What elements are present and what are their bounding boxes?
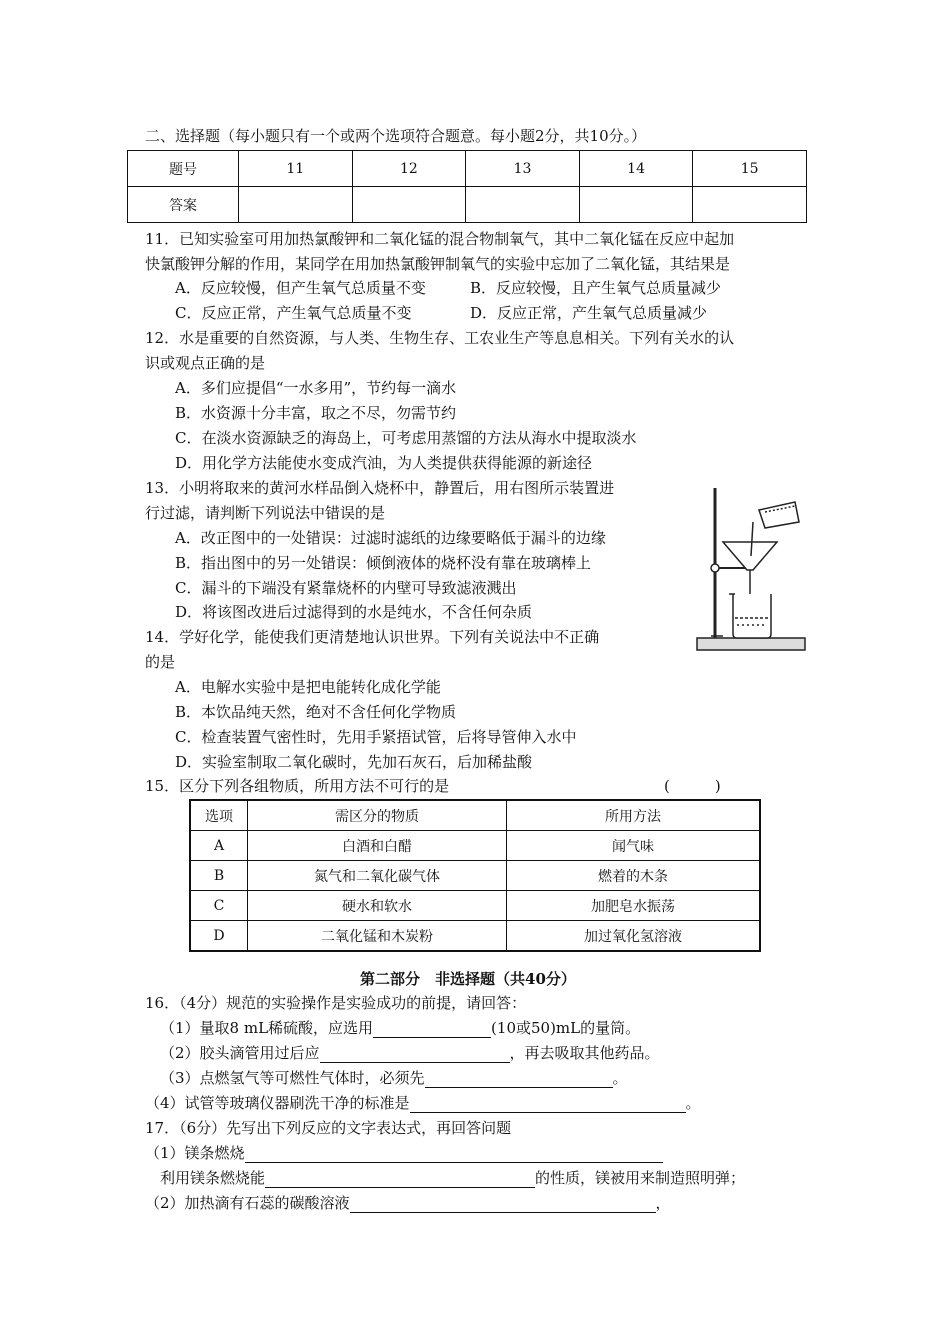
q17-stem: 17．（6分）先写出下列反应的文字表达式，再回答问题 [145,1119,512,1137]
q14-stem-line1: 14．学好化学，能使我们更清楚地认识世界。下列有关说法中不正确 [145,628,600,646]
filtration-apparatus-figure [695,482,815,662]
q13-stem-line2: 行过滤，请判断下列说法中错误的是 [145,504,386,522]
q15-stem: 15．区分下列各组物质，所用方法不可行的是 [145,777,450,795]
row-label-number: 题号 [128,151,239,187]
q14-stem-line2: 的是 [145,653,176,671]
q17-part2-text: （2）加热滴有石蕊的碳酸溶液 [145,1194,350,1212]
table-cell: 二氧化锰和木炭粉 [248,921,507,952]
q11-stem-line2: 快氯酸钾分解的作用，某同学在用加热氯酸钾制氧气的实验中忘加了二氧化锰，其结果是 [145,255,731,273]
q16-part3-suffix: 。 [612,1069,628,1087]
q16-part4-suffix: 。 [685,1094,701,1112]
q13-option: A．改正图中的一处错误：过滤时滤纸的边缘要略低于漏斗的边缘 [175,529,606,547]
answer-blank[interactable] [373,1021,491,1038]
answer-blank[interactable] [265,1171,535,1188]
part2-title: 第二部分 非选择题（共40分） [360,970,576,988]
question-number: 12 [352,151,466,187]
table-header: 选项 [190,800,248,831]
q11-option-d: D．反应正常，产生氧气总质量减少 [470,304,708,322]
q17-part1 [145,1143,663,1163]
question-number: 15 [693,151,807,187]
q16-part1 [160,1018,640,1038]
table-header: 所用方法 [507,800,761,831]
table-cell: A [190,831,248,861]
q13-option: B．指出图中的另一处错误：倾倒液体的烧杯没有靠在玻璃棒上 [175,554,592,572]
table-cell: 加过氧化氢溶液 [507,921,761,952]
q13-stem-line1: 13．小明将取来的黄河水样品倒入烧杯中，静置后，用右图所示装置进 [145,479,615,497]
q16-part2 [160,1043,660,1063]
q16-part4 [145,1093,701,1113]
q14-option: A．电解水实验中是把电能转化成化学能 [175,678,441,696]
table-cell: 氮气和二氧化碳气体 [248,861,507,891]
q15-answer-paren: ( ) [664,777,721,795]
table-header: 需区分的物质 [248,800,507,831]
q12-option: D．用化学方法能使水变成汽油，为人类提供获得能源的新途径 [175,454,593,472]
table-row [190,921,760,952]
q12-option: C．在淡水资源缺乏的海岛上，可考虑用蒸馏的方法从海水中提取淡水 [175,429,637,447]
q17-part1-use-suffix: 的性质，镁被用来制造照明弹； [535,1169,746,1187]
q12-stem-line1: 12．水是重要的自然资源，与人类、生物生存、工农业生产等息息相关。下列有关水的认 [145,329,735,347]
q11-option-b: B．反应较慢，且产生氧气总质量减少 [470,279,722,297]
answer-cell[interactable] [352,187,466,223]
q16-part4-text: （4）试管等玻璃仪器刷洗干净的标准是 [145,1094,410,1112]
table-cell: 闻气味 [507,831,761,861]
table-cell: 加肥皂水振荡 [507,891,761,921]
answer-blank[interactable] [320,1046,510,1063]
answer-cell[interactable] [239,187,353,223]
table-cell: 白酒和白醋 [248,831,507,861]
q11-option-c: C．反应正常，产生氧气总质量不变 [175,304,412,322]
answer-table [127,150,807,223]
answer-blank[interactable] [350,1196,656,1213]
q13-option: D．将该图改进后过滤得到的水是纯水，不含任何杂质 [175,603,533,621]
q11-option-a: A．反应较慢，但产生氧气总质量不变 [175,279,426,297]
table-row [190,891,760,921]
q11-stem-line1: 11．已知实验室可用加热氯酸钾和二氧化锰的混合物制氧气，其中二氧化锰在反应中起加 [145,230,735,248]
q17-part1-text: （1）镁条燃烧 [145,1144,245,1162]
table-cell: D [190,921,248,952]
table-cell: B [190,861,248,891]
q16-part1-text: （1）量取8 mL稀硫酸，应选用 [160,1019,374,1037]
q16-part3-text: （3）点燃氢气等可燃性气体时，必须先 [160,1069,425,1087]
q12-option: A．多们应提倡“一水多用”，节约每一滴水 [175,379,457,397]
answer-cell[interactable] [693,187,807,223]
q14-option: D．实验室制取二氧化碳时，先加石灰石，后加稀盐酸 [175,753,533,771]
q16-part3 [160,1068,628,1088]
q17-part2-suffix: ， [655,1194,671,1212]
q17-part1-use-text: 利用镁条燃烧能 [160,1169,266,1187]
section-heading: 二、选择题（每小题只有一个或两个选项符合题意。每小题2分，共10分。） [145,127,647,145]
row-label-answer: 答案 [128,187,239,223]
q13-option: C．漏斗的下端没有紧靠烧杯的内壁可导致滤液溅出 [175,579,517,597]
q16-part2-text: （2）胶头滴管用过后应 [160,1044,320,1062]
q15-options-table [189,799,761,952]
q17-part1-use [160,1168,745,1188]
answer-cell[interactable] [466,187,580,223]
table-cell: C [190,891,248,921]
q12-stem-line2: 识或观点正确的是 [145,354,266,372]
answer-blank[interactable] [245,1146,663,1163]
table-cell: 硬水和软水 [248,891,507,921]
question-number: 14 [579,151,693,187]
q16-part1-suffix: (10或50)mL的量筒。 [491,1019,641,1037]
question-number: 13 [466,151,580,187]
q12-option: B．水资源十分丰富，取之不尽，勿需节约 [175,404,457,422]
q14-option: B．本饮品纯天然，绝对不含任何化学物质 [175,703,457,721]
q16-stem: 16．（4分）规范的实验操作是实验成功的前提，请回答： [145,994,527,1012]
q17-part2 [145,1193,671,1213]
answer-blank[interactable] [425,1071,613,1088]
q16-part2-suffix: ，再去吸取其他药品。 [509,1044,660,1062]
q14-option: C．检查装置气密性时，先用手紧捂试管，后将导管伸入水中 [175,728,577,746]
table-row [190,861,760,891]
answer-cell[interactable] [579,187,693,223]
answer-blank[interactable] [410,1096,686,1113]
table-row [190,831,760,861]
question-number: 11 [239,151,353,187]
table-cell: 燃着的木条 [507,861,761,891]
